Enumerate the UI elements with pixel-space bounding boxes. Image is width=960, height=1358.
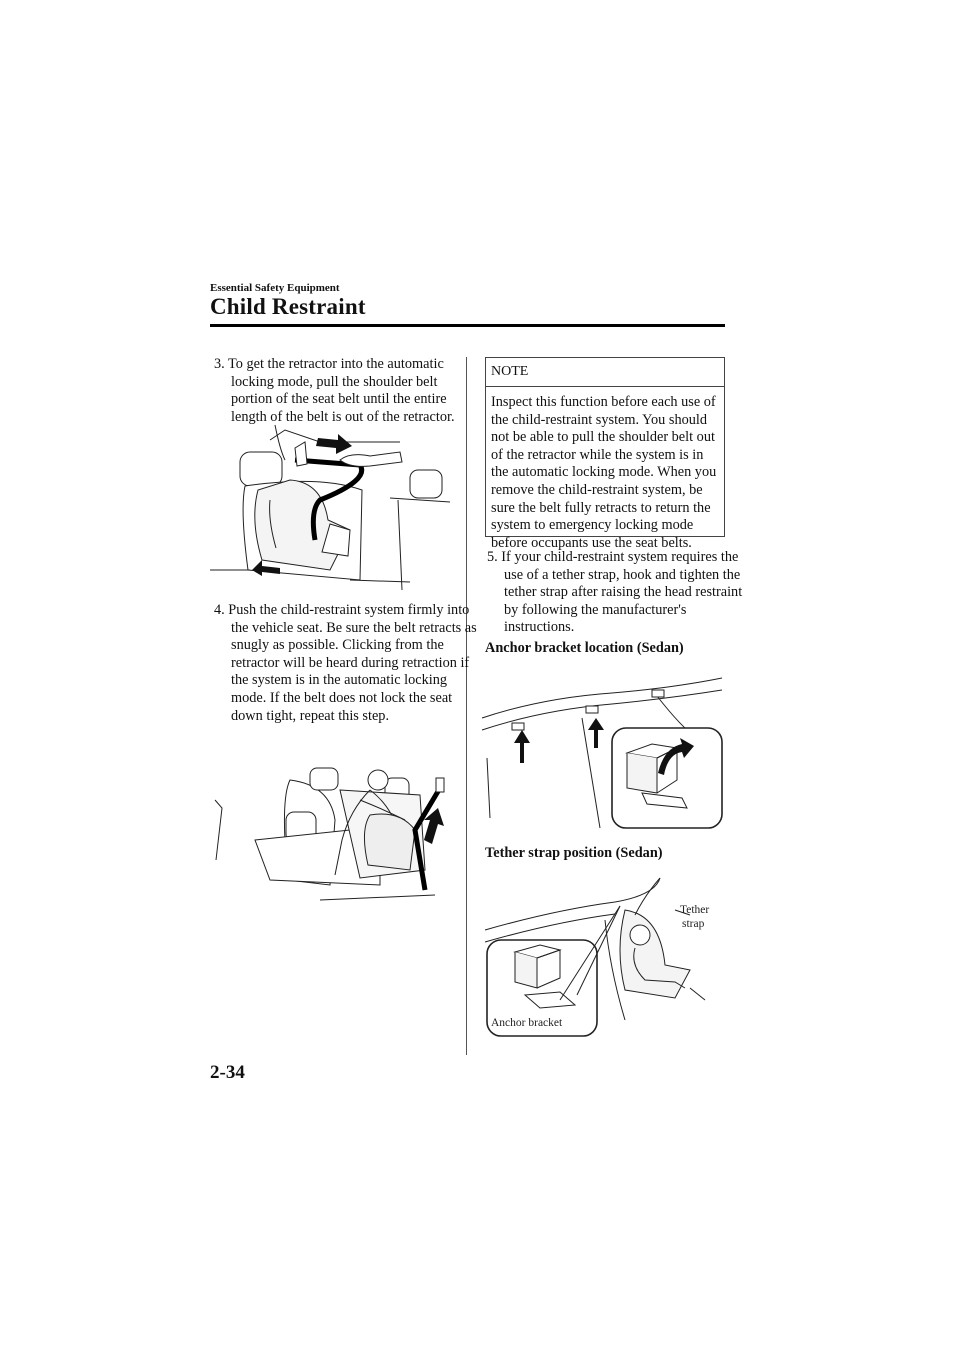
caption-anchor-bracket: Anchor bracket location (Sedan) bbox=[485, 640, 684, 656]
anchor-bracket-illustration bbox=[482, 668, 727, 833]
section-label: Essential Safety Equipment bbox=[210, 282, 340, 294]
fig-label-tether-2: strap bbox=[682, 918, 705, 930]
header-rule bbox=[210, 324, 725, 327]
page-number: 2-34 bbox=[210, 1062, 245, 1083]
note-text: Inspect this function before each use of the child-restraint system. You should not be able to pull the shoulder belt out of the retractor while the system is in the automatic locking mode. When you remove the child-restraint system, be sure the belt fully retracts to return the system to emergency locking mode before occupants use the seat belts. bbox=[491, 394, 717, 551]
retractor-pull-illustration bbox=[210, 420, 450, 590]
note-heading: NOTE bbox=[486, 358, 724, 387]
fig-label-tether-1: Tether bbox=[680, 904, 710, 916]
step-3-text: 3. To get the retractor into the automatic locking mode, pull the shoulder belt portion of the seat belt until the entire length of the belt is out of the retractor. bbox=[214, 356, 455, 425]
tether-strap-illustration bbox=[485, 870, 725, 1040]
push-seat-illustration bbox=[210, 760, 455, 910]
step-4-text: 4. Push the child-restraint system firmly into the vehicle seat. Be sure the belt retracts as snugly as possible. Clicking from the retractor will be heard during retraction if the system is in the automatic locking mode. If the belt does not lock the seat down tight, repeat this step. bbox=[214, 602, 477, 724]
fig-label-anchor: Anchor bracket bbox=[491, 1017, 563, 1029]
step-5-text: 5. If your child-restraint system requires the use of a tether strap, hook and tighten the tether strap after raising the head restraint by following the manufacturer's instructions. bbox=[487, 549, 743, 636]
caption-tether-strap: Tether strap position (Sedan) bbox=[485, 845, 663, 861]
note-box bbox=[485, 357, 725, 551]
page-title: Child Restraint bbox=[210, 294, 366, 319]
